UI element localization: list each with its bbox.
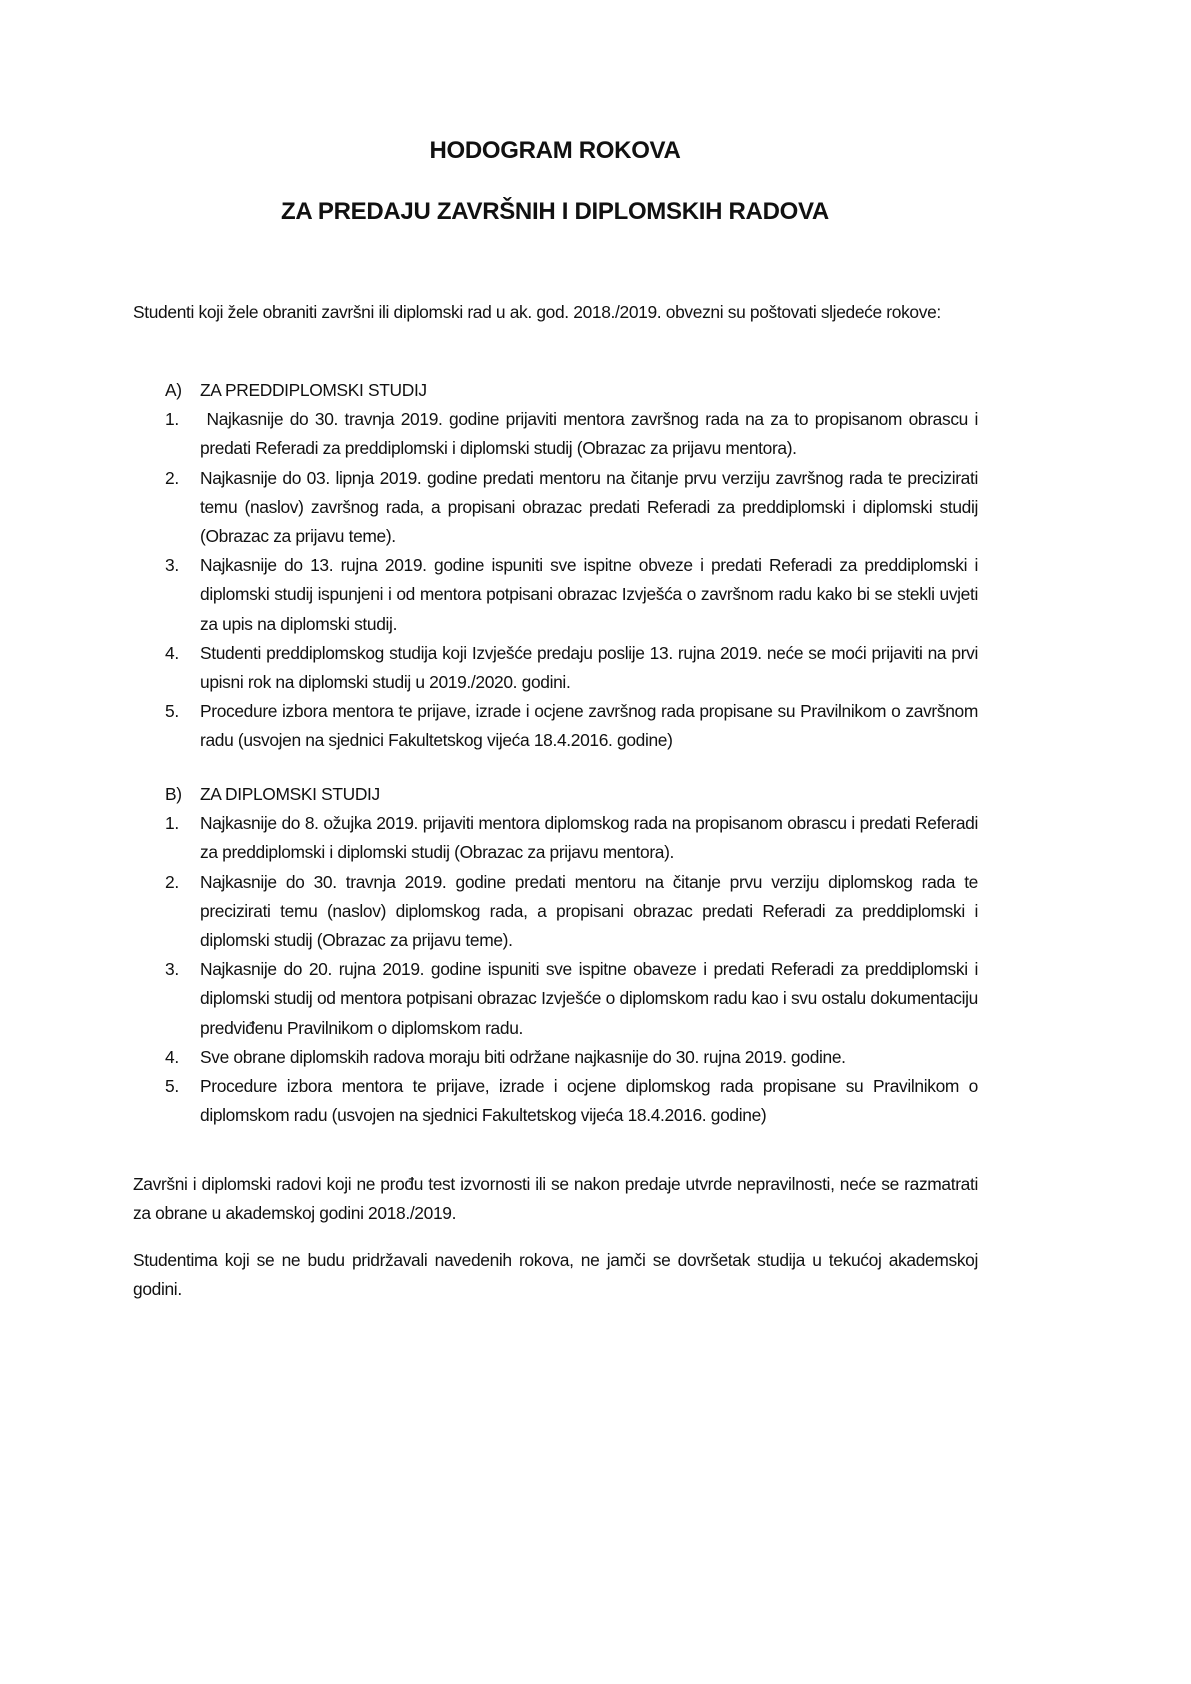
section-marker: A) <box>165 380 182 400</box>
list-item <box>165 697 978 755</box>
list-item <box>165 1072 978 1130</box>
originality-notice: Završni i diplomski radovi koji ne prođu test izvornosti ili se nakon predaje utvrde nepravilnosti, neće se razmatrati za obrane u akademskoj godini 2018./2019. <box>133 1174 978 1224</box>
list-item <box>165 868 978 956</box>
list-text: Najkasnije do 8. ožujka 2019. prijaviti mentora diplomskog rada na propisanom obrascu i predati Referadi za preddiplomski i diplomski studij (Obrazac za prijavu mentora). <box>200 813 978 863</box>
list-text: Studenti preddiplomskog studija koji Izvješće predaju poslije 13. rujna 2019. neće se moći prijaviti na prvi upisni rok na diplomski studij u 2019./2020. godini. <box>200 642 978 693</box>
list-text: Sve obrane diplomskih radova moraju biti održane najkasnije do 30. rujna 2019. godine. <box>200 1046 846 1067</box>
list-number: 5. <box>165 1076 179 1097</box>
list-number: 4. <box>165 1046 179 1067</box>
section-heading-text: ZA PREDDIPLOMSKI STUDIJ <box>200 380 427 400</box>
list-text: Najkasnije do 20. rujna 2019. godine ispuniti sve ispitne obaveze i predati Referadi za preddiplomski i diplomski studij od mentora potpisani obrazac Izvješće o diplomskom radu kao i svu ostalu dokumentaciju predviđenu Pravilnikom o diplomskom radu. <box>200 959 978 1038</box>
list-item <box>165 955 978 1043</box>
document-subtitle: ZA PREDAJU ZAVRŠNIH I DIPLOMSKIH RADOVA <box>281 198 829 225</box>
deadline-list <box>165 405 983 755</box>
list-number: 2. <box>165 467 179 488</box>
section-marker: B) <box>165 784 182 804</box>
list-number: 1. <box>165 813 179 834</box>
list-number: 3. <box>165 959 179 980</box>
list-text: Procedure izbora mentora te prijave, izrade i ocjene diplomskog rada propisane su Pravilnikom o diplomskom radu (usvojen na sjednici Fakultetskog vijeća 18.4.2016. godine) <box>200 1076 978 1126</box>
list-item <box>165 1043 978 1072</box>
section-undergraduate <box>165 376 983 756</box>
list-text: Najkasnije do 30. travnja 2019. godine predati mentoru na čitanje prvu verziju diplomskog rada te precizirati temu (naslov) diplomskog rada, a propisani obrazac predati Referadi za preddiplomski i diplomski studij (Obrazac za prijavu teme). <box>200 871 978 951</box>
list-number: 2. <box>165 871 179 892</box>
list-text: Najkasnije do 03. lipnja 2019. godine predati mentoru na čitanje prvu verziju završnog rada te precizirati temu (naslov) završnog rada, a propisani obrazac predati Referadi za preddiplomski i diplomski studij (Obrazac za prijavu teme). <box>200 467 978 547</box>
deadline-list <box>165 809 978 1130</box>
list-number: 3. <box>165 555 179 576</box>
section-heading-text: ZA DIPLOMSKI STUDIJ <box>200 784 380 804</box>
list-item <box>165 405 983 463</box>
document-title: HODOGRAM ROKOVA <box>429 137 681 164</box>
list-text: Najkasnije do 30. travnja 2019. godine prijaviti mentora završnog rada na za to propisanom obrascu i predati Referadi za preddiplomski i diplomski studij (Obrazac za prijavu mentora). <box>200 409 983 459</box>
list-number: 5. <box>165 701 179 722</box>
list-number: 4. <box>165 642 179 663</box>
list-item <box>165 551 978 639</box>
list-item <box>165 464 978 552</box>
section-heading <box>165 376 978 405</box>
list-number: 1. <box>165 409 179 430</box>
list-item <box>165 809 978 867</box>
list-item <box>165 639 978 697</box>
list-text: Procedure izbora mentora te prijave, izrade i ocjene završnog rada propisane su Pravilnikom o završnom radu (usvojen na sjednici Fakultetskog vijeća 18.4.2016. godine) <box>200 701 978 751</box>
intro-paragraph: Studenti koji žele obraniti završni ili diplomski rad u ak. god. 2018./2019. obvezni su poštovati sljedeće rokove: <box>133 302 941 322</box>
section-heading <box>165 780 978 809</box>
section-graduate <box>165 780 978 1130</box>
deadline-warning: Studentima koji se ne budu pridržavali navedenih rokova, ne jamči se dovršetak studija u tekućoj akademskoj godini. <box>133 1250 978 1300</box>
list-text: Najkasnije do 13. rujna 2019. godine ispuniti sve ispitne obveze i predati Referadi za preddiplomski i diplomski studij ispunjeni i od mentora potpisani obrazac Izvješća o završnom radu kako bi se stekli uvjeti za upis na diplomski studij. <box>200 555 978 634</box>
